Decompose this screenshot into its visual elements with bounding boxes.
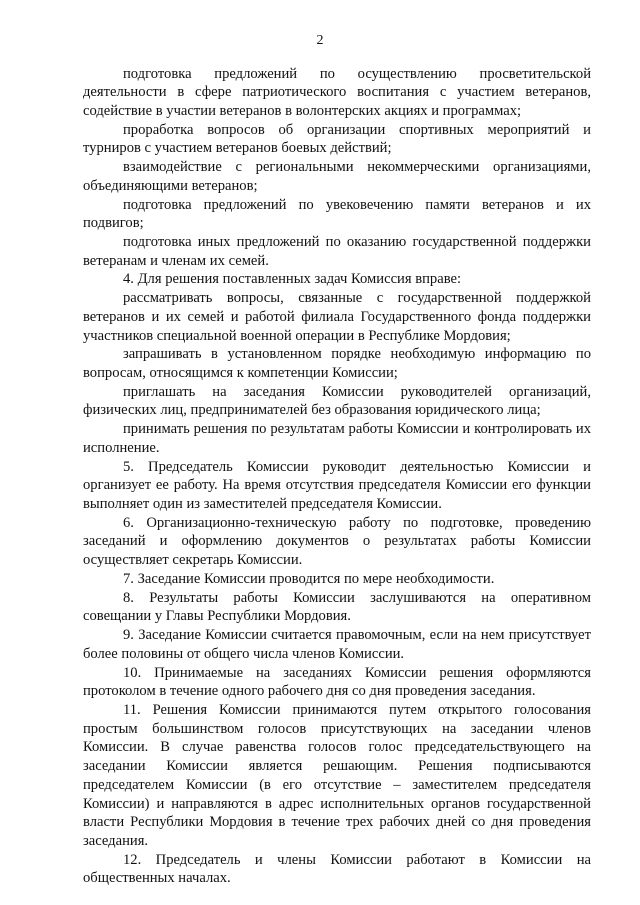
paragraph-item-11-voting: 11. Решения Комиссии принимаются путем открытого голосования простым большинством голосов присутствующих на заседании членов Комиссии. В случае равенства голосов голос председательствующего на заседании Комиссии является решающим. Решения подписываются председателем Комиссии (в его отсутствие – заместителем председателя Комиссии) и направляются в адрес исполнительных органов государственной власти Республики Мордовия в течение трех рабочих дней со дня проведения заседания. <box>83 701 591 849</box>
paragraph-consider-issues: рассматривать вопросы, связанные с государственной поддержкой ветеранов и их семей и работой филиала Государственного фонда поддержки участников специальной военной операции в Республике Мордовия; <box>83 290 591 344</box>
paragraph-item-7-meetings: 7. Заседание Комиссии проводится по мере необходимости. <box>123 570 495 587</box>
paragraph-other-support: подготовка иных предложений по оказанию государственной поддержки ветеранам и членам их семей. <box>83 233 591 269</box>
paragraph-request-information: запрашивать в установленном порядке необходимую информацию по вопросам, относящимся к компетенции Комиссии; <box>83 346 591 381</box>
paragraph-educational-proposals: подготовка предложений по осуществлению просветительской деятельности в сфере патриотического воспитания с участием ветеранов, содействие в участии ветеранов в волонтерских акциях и программах; <box>83 65 591 119</box>
paragraph-item-10-protocol: 10. Принимаемые на заседаниях Комиссии решения оформляются протоколом в течение одного рабочего дня со дня проведения заседания. <box>83 664 591 700</box>
paragraph-item-6-secretary: 6. Организационно-техническую работу по подготовке, проведению заседаний и оформлению документов о результатах работы Комиссии осуществляет секретарь Комиссии. <box>83 514 591 569</box>
paragraph-sports-events: проработка вопросов об организации спортивных мероприятий и турниров с участием ветеранов боевых действий; <box>83 121 591 157</box>
document-body <box>83 65 591 889</box>
paragraph-memory-perpetuation: подготовка предложений по увековечению памяти ветеранов и их подвигов; <box>83 196 591 232</box>
paragraph-item-12-voluntary: 12. Председатель и члены Комиссии работают в Комиссии на общественных началах. <box>83 851 591 887</box>
paragraph-ngo-interaction: взаимодействие с региональными некоммерческими организациями, объединяющими ветеранов; <box>83 159 591 194</box>
paragraph-item-8-results: 8. Результаты работы Комиссии заслушиваются на оперативном совещании у Главы Республики Мордовия. <box>83 589 591 625</box>
page-number: 2 <box>316 33 324 48</box>
paragraph-item-4-rights: 4. Для решения поставленных задач Комиссия вправе: <box>123 271 462 288</box>
paragraph-make-decisions: принимать решения по результатам работы Комиссии и контролировать их исполнение. <box>83 421 591 456</box>
paragraph-item-9-quorum: 9. Заседание Комиссии считается правомочным, если на нем присутствует более половины от общего числа членов Комиссии. <box>83 627 591 662</box>
paragraph-item-5-chairman: 5. Председатель Комиссии руководит деятельностью Комиссии и организует ее работу. На время отсутствия председателя Комиссии его функции выполняет один из заместителей председателя Комиссии. <box>83 458 591 513</box>
paragraph-invite-to-meetings: приглашать на заседания Комиссии руководителей организаций, физических лиц, предпринимателей без образования юридического лица; <box>83 383 591 419</box>
